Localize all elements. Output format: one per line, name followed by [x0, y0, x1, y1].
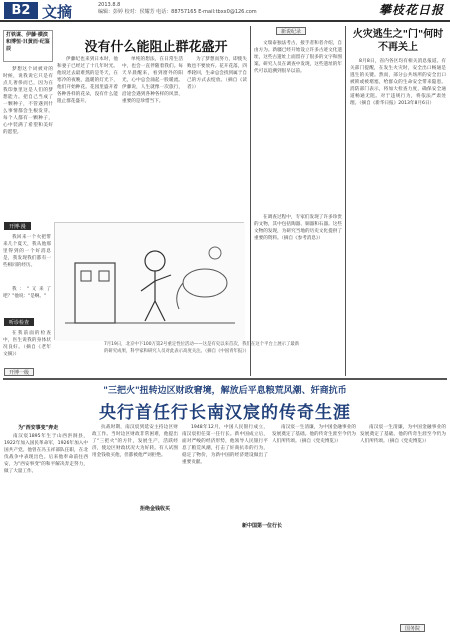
- teaser-text: 打铁谋、伊藤·横滨和博恒·Ｈ黄而·纪鉴 辰: [6, 32, 50, 52]
- bottom-col-4: 南汉宸一生清廉，为中国金融事业的发展奠定了基础。他的传奇生涯至今仍为人们所传颂。（摘自《党史博览》）: [272, 425, 356, 444]
- left-col-tag: 开博一级: [4, 368, 34, 376]
- cartoon-drawing: [55, 223, 245, 341]
- column-divider: [345, 26, 346, 376]
- article-subtitle-2: 拒绝金钱收买: [140, 506, 171, 512]
- page-meta: [98, 2, 268, 16]
- bottom-col-2: 抗战时期，南汉宸到延安主持边区财政工作。当时边区财政非常困难，他提出了"三把火"的方针，发展生产，活跃经济，使边区财政状况大为好转。有人试图用金钱收买他，但都被他严词拒绝。: [92, 425, 178, 458]
- left-section-title-2: 听诊检查: [4, 318, 34, 326]
- cartoon-illustration: [54, 222, 244, 340]
- issue-date: 2013.8.8: [98, 2, 121, 8]
- left-section-title: 开博·漫: [4, 222, 31, 230]
- banner-kicker: "三把火"扭转边区财政窘境，解放后平息粮荒风潮、奸商抗币: [103, 386, 347, 396]
- bottom-col-3: 1948年12月，中国人民银行成立，南汉宸担任第一任行长。新中国成立后，面对严峻的经济形势，他领导人民银行平息了粮荒风潮，打击了奸商抗币的行为，稳定了物价，为新中国的经济建设做出了重要贡献。: [182, 425, 268, 465]
- lead-col-4: 为了梦想而努力，即使失败也不要放弃。花开花落，四季轮回，生命总会找到属于自己的方式去绽放。（摘自《读者》）: [187, 57, 247, 90]
- bottom-tag: 国务院: [400, 624, 425, 632]
- bottom-col-1: 南汉宸1895年生于山西洪洞县，1922年加入国民革命军，1926年加入中国共产党。他曾在冯玉祥部队任职，在北伐战争中表现出色。后来他奉命前往西安，为"西安事变"的和平解决奔走努力，做了大量工作。: [4, 434, 88, 474]
- cartoon-caption: 7月19日，北京中下100万第2号重定性位活动——这是有史以来首次，我们在这个平台上展示了最新的研究成果，科学家和研究人员对此表示高度关注。（摘自《中国青年报》）: [104, 342, 300, 354]
- lead-col-1: 梦想这个词被对的时候，说我说它只是有点儿奢侈而已，因为在我印象里这是人们的梦想能力。把自己当成了一颗种子，不管遇到什么事情都会生根发芽。每个人都有一颗种子，心中装满了希望和美好的愿望。: [3, 67, 53, 135]
- banner-title: 央行首任行长南汉宸的传奇生涯: [99, 403, 351, 423]
- article-subtitle-3: 新中国第一位行长: [242, 523, 283, 529]
- editor-info: 编辑：彭婷 校对：侯耀芳 电话：88757165 E-mail:tbxx0@126.com: [98, 9, 257, 15]
- left-col-text-1: 我回来一个火把带来几个夏天，我从他那里得到的一个好消息是，我发现我们都有一些相同的经历。: [3, 235, 51, 268]
- lead-col-3: 单纯的想法，在日常生活中，也会一直伴随着我们。每天早晨醒来，看到窗外的阳光，心中总会涌起一股暖流。伊藤说，人生就像一次旅行，沿途会遇到各种各样的风景，重要的是珍惜当下。: [122, 57, 183, 104]
- masthead: 攀枝花日报: [378, 3, 444, 17]
- far-right-headline: 火灾逃生之"门"何时不再关上: [352, 29, 444, 53]
- page-number: B2: [4, 2, 38, 19]
- right-story-col-1: 文瑞泰独法考古，接手者和者介绍，自由方为。新疆已经开始设立许多古迹文化遗址，这些古遗址上面留存了很多的文字和图案。研究人员在调查中发现，这些遗址的年代可以追溯到很早以前。: [254, 41, 342, 74]
- lead-headline: 没有什么能阻止群花盛开: [84, 40, 228, 55]
- page-header: [0, 0, 450, 22]
- teaser-box: [3, 30, 53, 62]
- bottom-col-5: 南汉宸一生清廉，为中国金融事业的发展奠定了基础。他的传奇生涯至今仍为人们所传颂。（摘自《党史博览》）: [360, 425, 446, 444]
- right-story-col-2: 在调查过程中，专家们发现了许多珍贵的文物，其中包括陶器、铜器和石器。这些文物的发现，为研究当地的历史文化提供了重要的资料。（摘自《参考消息》）: [254, 215, 342, 241]
- left-col-dialogue: 我："又来了吧？"他说："是啊。": [3, 287, 51, 299]
- section-name: 文摘: [42, 3, 73, 21]
- far-right-body: 8月8日，省内各区均有相关消息报道。有关部门提醒，在发生火灾时，安全出口畅通是逃生的关键。然而，部分公共场所的安全出口被锁或被堵塞，给群众的生命安全带来隐患。消防部门表示，将加大检查力度，确保安全通道畅通无阻。对于违规行为，将依法严肃处理。（摘自《新华日报》2013年8月6日）: [350, 59, 446, 106]
- lead-col-2: 伊藤纪也来到日本时，他和妻子已经过了十几年时光。他说过去最难熬的是冬天，在寒冷的夜晚，温暖的灯光下，他们开始种花。花园里盛开着各种各样的花朵，没有什么能阻止群花盛开。: [57, 57, 118, 104]
- banner-rule: [3, 378, 447, 380]
- column-divider: [250, 26, 251, 376]
- right-story-tag: 新说纪录: [276, 27, 306, 35]
- article-subtitle-1: 为"西安事变"奔走: [18, 425, 59, 431]
- left-col-text-2: 在我前面的检查中，医生说我的身体状况良好。（摘自《老年文摘》）: [3, 331, 51, 357]
